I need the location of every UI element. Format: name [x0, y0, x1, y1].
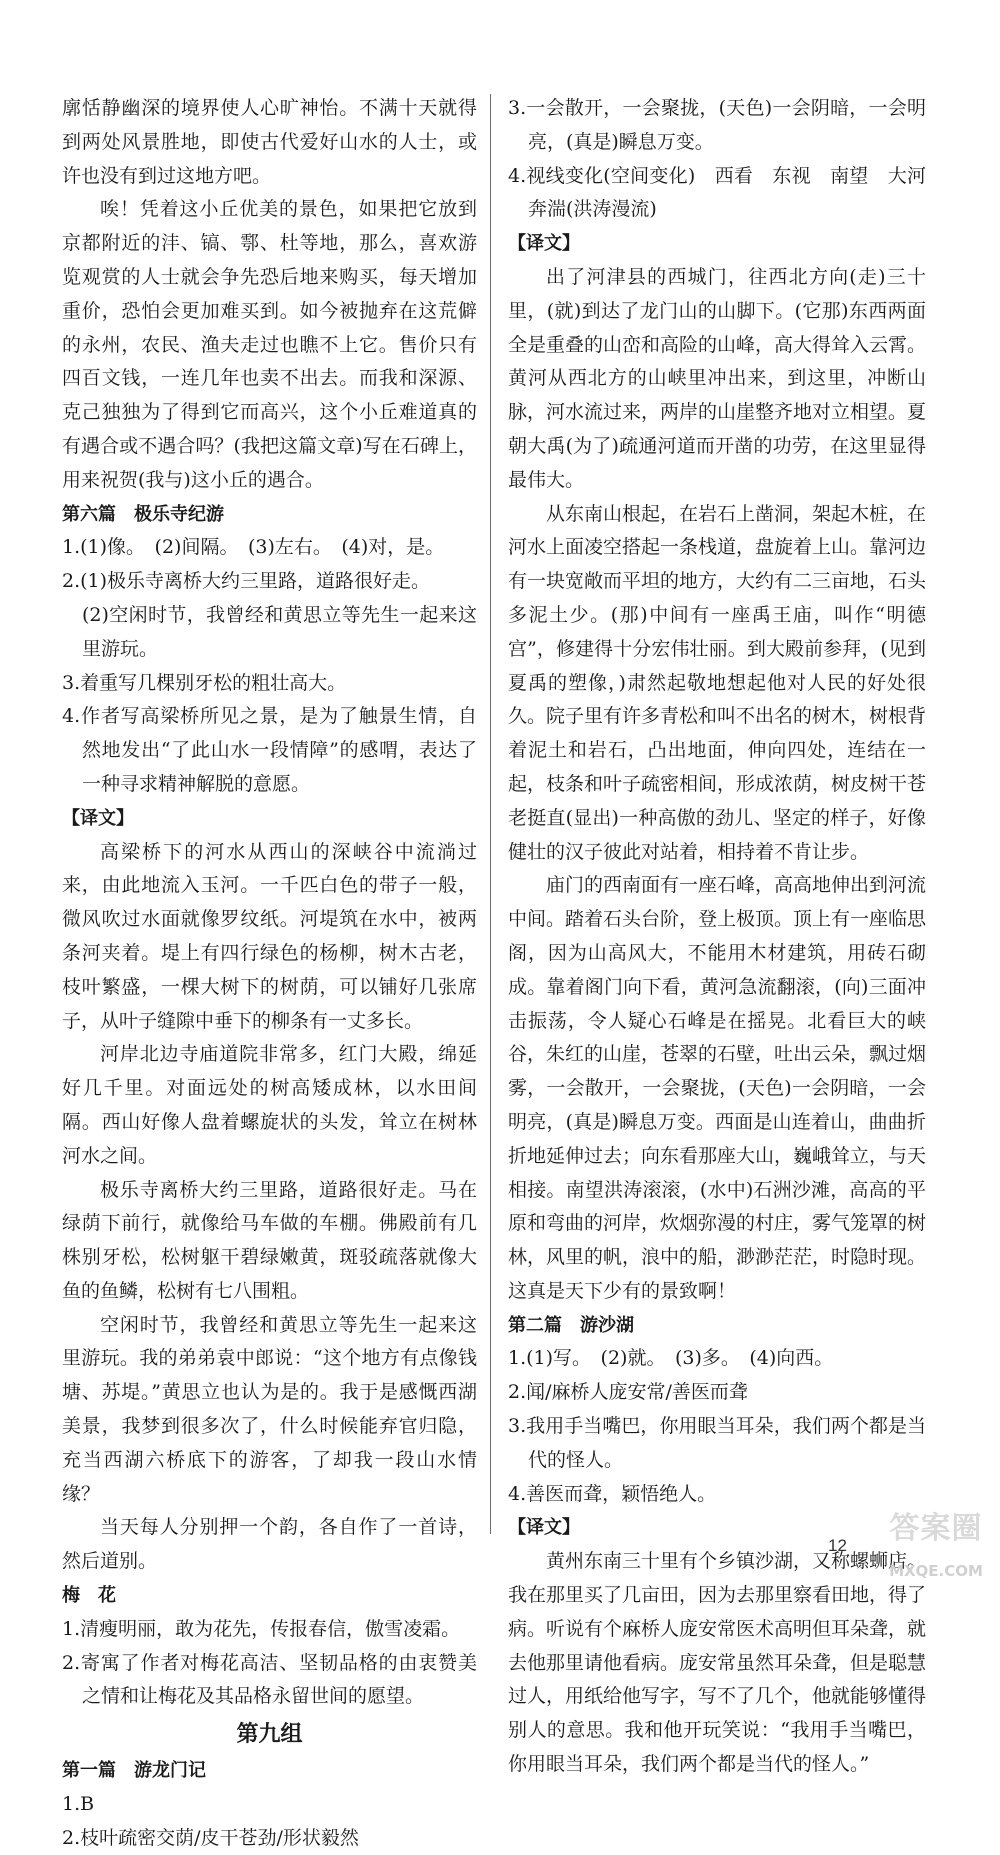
paragraph: 出了河津县的西城门，往西北方向(走)三十里，(就)到达了龙门山的山脚下。(它那)东西两面全是重叠的山峦和高险的山峰，高大得耸入云霄。黄河从西北方的山峡里冲出来，到这里，冲断山脉，河水流过来，两岸的山崖整齐地对立相望。夏朝大禹(为了)疏通河道而开凿的功劳，在这里显得最伟大。: [508, 265, 927, 491]
right-column: [508, 92, 926, 1782]
paragraph: 空闲时节，我曾经和黄思立等先生一起来这里游玩。我的弟弟袁中郎说：“这个地方有点像钱塘、苏堤。”黄思立也认为是的。我于是感慨西湖美景，我梦到很多次了，什么时候能弃官归隐，充当西湖六桥底下的游客，了却我一段山水情缘？: [62, 1313, 477, 1505]
paragraph: 廓恬静幽深的境界使人心旷神怡。不满十天就得到两处风景胜地，即使古代爱好山水的人士，或许也没有到过这地方吧。: [62, 97, 477, 187]
answer-item: 2.(1)极乐寺离桥大约三里路，道路很好走。: [62, 570, 431, 593]
answer-item: 2.闻/麻桥人庞安常/善医而聋: [508, 1381, 748, 1404]
translation-label: 【译文】: [62, 807, 134, 829]
paragraph: 庙门的西南面有一座石峰，高高地伸出到河流中间。踏着石头台阶，登上极顶。顶上有一座临思阁，因为山高风大，不能用木材建筑，用砖石砌成。靠着阁门向下看，黄河急流翻滚，(向)三面冲击振荡，令人疑心石峰是在摇晃。北看巨大的峡谷，朱红的山崖，苍翠的石壁，吐出云朵，飘过烟雾，一会散开，一会聚拢，(天色)一会阴暗，一会明亮，(真是)瞬息万变。西面是山连着山，曲曲折折地延伸过去；向东看那座大山，巍峨耸立，与天相接。南望洪涛滚滚，(水中)石洲沙滩，高高的平原和弯曲的河岸，炊烟弥漫的村庄，雾气笼罩的树林，风里的帆，浪中的船，渺渺茫茫，时隐时现。这真是天下少有的景致啊！: [508, 874, 927, 1302]
answer-item: 2.寄寓了作者对梅花高洁、坚韧品格的由衷赞美之情和让梅花及其品格永留世间的愿望。: [62, 1651, 477, 1708]
answer-item: 4.视线变化(空间变化) 西看 东视 南望 大河奔湍(洪涛漫流): [508, 164, 926, 221]
paragraph: 高梁桥下的河水从西山的深峡谷中流淌过来，由此地流入玉河。一千匹白色的带子一般，微风吹过水面就像罗纹纸。河堤筑在水中，被两条河夹着。堤上有四行绿色的杨柳，树木古老，枝叶繁盛，一棵大树下的树荫，可以铺好几张席子，从叶子缝隙中垂下的柳条有一丈多长。: [62, 840, 477, 1032]
answer-item: (2)空闲时节，我曾经和黄思立等先生一起来这里游玩。: [81, 603, 477, 660]
page-number: 12: [828, 1536, 847, 1555]
answer-item: 3.一会散开，一会聚拢，(天色)一会阴暗，一会明亮，(真是)瞬息万变。: [508, 97, 926, 153]
answer-item: 4.作者写高梁桥所见之景，是为了触景生情，自然地发出“了此山水一段情障”的感喟，表达了一种寻求精神解脱的意愿。: [62, 705, 477, 795]
translation-label: 【译文】: [508, 1517, 580, 1539]
paragraph: 河岸北边寺庙道院非常多，红门大殿，绵延好几千里。对面远处的树高矮成林，以水田间隔。西山好像人盘着螺旋状的头发，耸立在树林河水之间。: [62, 1043, 477, 1167]
section-title: 第二篇 游沙湖: [508, 1314, 634, 1336]
answer-item: 1.B: [62, 1792, 95, 1815]
left-column: [62, 92, 477, 1855]
answer-item: 3.我用手当嘴巴，你用眼当耳朵，我们两个都是当代的怪人。: [508, 1415, 926, 1471]
answer-item: 1.(1)写。 (2)就。 (3)多。 (4)向西。: [508, 1347, 834, 1370]
answer-item: 4.善医而聋，颖悟绝人。: [508, 1482, 717, 1505]
paragraph: 黄州东南三十里有个乡镇沙湖，又称螺蛳店。我在那里买了几亩田，因为去那里察看田地，得了病。听说有个麻桥人庞安常医术高明但耳朵聋，就去他那里请他看病。庞安常虽然耳朵聋，但是聪慧过人，用纸给他写字，写不了几个，他就能够懂得别人的意思。我和他开玩笑说：“我用手当嘴巴，你用眼当耳朵，我们两个都是当代的怪人。”: [508, 1550, 927, 1776]
section-title: 第六篇 极乐寺纪游: [62, 503, 224, 525]
watermark-url: MXQE.COM: [889, 1562, 983, 1580]
paragraph: 极乐寺离桥大约三里路，道路很好走。马在绿荫下前行，就像给马车做的车棚。佛殿前有几株别牙松，松树躯干碧绿嫩黄，斑驳疏落就像大鱼的鱼鳞，松树有七八围粗。: [62, 1178, 477, 1302]
answer-item: 2.枝叶疏密交荫/皮干苍劲/形状毅然: [62, 1826, 359, 1849]
watermark-logo: [880, 1500, 992, 1584]
answer-item: 3.着重写几棵别牙松的粗壮高大。: [62, 671, 347, 694]
section-title: 梅 花: [62, 1585, 116, 1607]
paragraph: 当天每人分别押一个韵，各自作了一首诗，然后道别。: [62, 1516, 477, 1573]
section-title: 第一篇 游龙门记: [62, 1760, 206, 1782]
translation-label: 【译文】: [508, 233, 580, 255]
column-divider: [490, 94, 491, 1534]
group-title: 第九组: [236, 1722, 303, 1748]
paragraph: 唉！凭着这小丘优美的景色，如果把它放到京都附近的沣、镐、鄠、杜等地，那么，喜欢游览观赏的人士就会争先恐后地来购买，每天增加重价，恐怕会更加难买到。如今被抛弃在这荒僻的永州，农民、渔夫走过也瞧不上它。售价只有四百文钱，一连几年也卖不出去。而我和深源、克己独独为了得到它而高兴，这个小丘难道真的有遇合或不遇合吗？(我把这篇文章)写在石碑上，用来祝贺(我与)这小丘的遇合。: [62, 198, 477, 491]
paragraph: 从东南山根起，在岩石上凿洞，架起木桩，在河水上面凌空搭起一条栈道，盘旋着上山。靠河边有一块宽敞而平坦的地方，大约有二三亩地，石头多泥土少。(那)中间有一座禹王庙，叫作“明德宫”，修建得十分宏伟壮丽。到大殿前参拜，(见到夏禹的塑像，)肃然起敬地想起他对人民的好处很久。院子里有许多青松和叫不出名的树木，树根背着泥土和岩石，凸出地面，伸向四处，连结在一起，枝条和叶子疏密相间，形成浓荫，树皮树干苍老挺直(显出)一种高傲的劲儿、坚定的样子，好像健壮的汉子彼此对站着，相持着不肯让步。: [508, 502, 927, 863]
watermark-text: 答案圈: [889, 1511, 983, 1546]
answer-item: 1.(1)像。 (2)间隔。 (3)左右。 (4)对，是。: [62, 536, 445, 559]
answer-item: 1.清瘦明丽，敢为花先，传报春信，傲雪凌霜。: [62, 1617, 461, 1640]
